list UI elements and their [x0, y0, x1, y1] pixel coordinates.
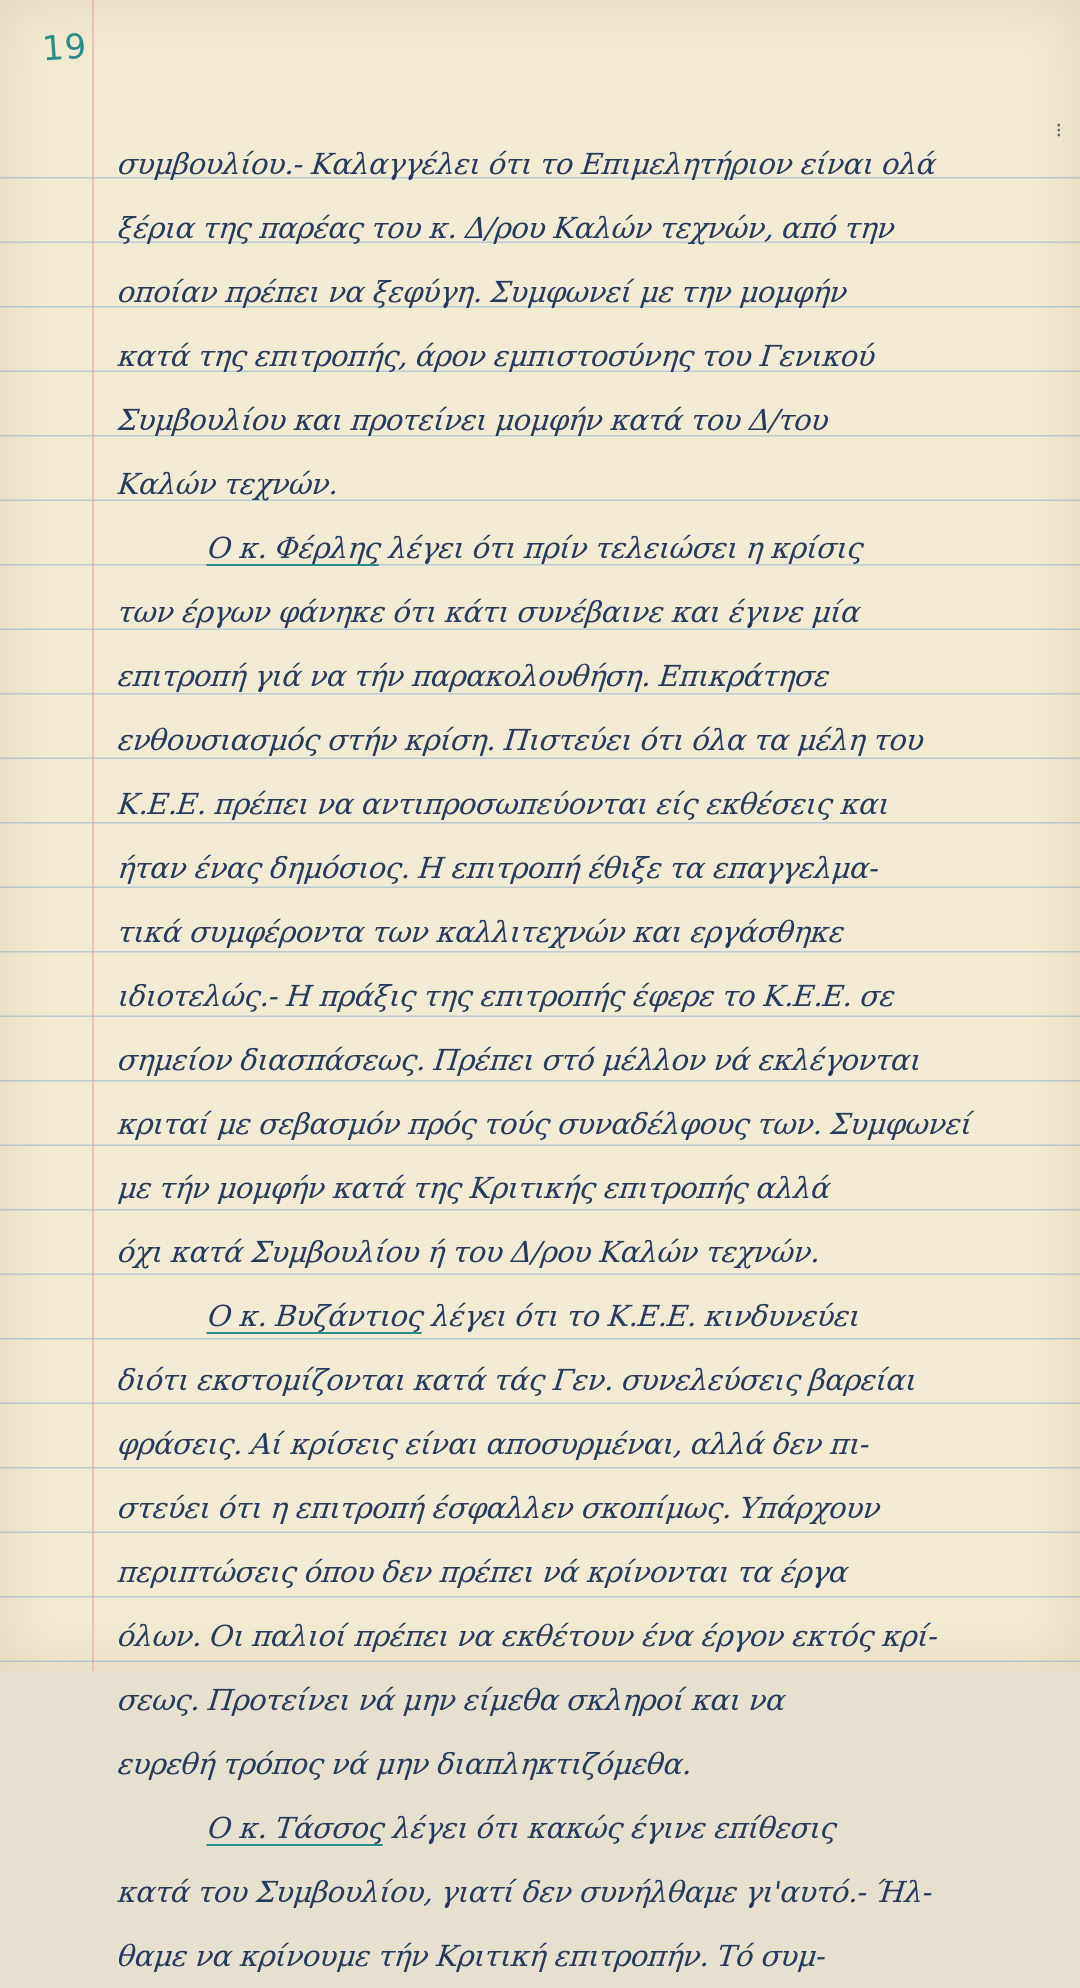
- handwritten-line: συμβουλίου.- Καλαγγέλει ότι το Επιμελητήριον είναι ολά: [116, 147, 938, 181]
- line-remainder: λέγει ότι το Κ.Ε.Ε. κινδυνεύει: [421, 1299, 862, 1333]
- handwritten-line: ενθουσιασμός στήν κρίση. Πιστεύει ότι όλα τα μέλη του: [116, 723, 926, 757]
- handwritten-line: με τήν μομφήν κατά της Κριτικής επιτροπής αλλά: [116, 1171, 833, 1205]
- handwritten-line: ξέρια της παρέας του κ. Δ/ρου Καλών τεχνών, από την: [116, 211, 897, 245]
- handwritten-line: [115, 1796, 1042, 1860]
- handwritten-line: ιδιοτελώς.- Η πράξις της επιτροπής έφερε το Κ.Ε.Ε. σε: [116, 979, 897, 1013]
- handwritten-line: κριταί με σεβασμόν πρός τούς συναδέλφους των. Συμφωνεί: [116, 1107, 974, 1141]
- handwritten-line: φράσεις. Αί κρίσεις είναι αποσυρμέναι, αλλά δεν πι-: [116, 1427, 872, 1461]
- handwritten-line: κατά του Συμβουλίου, γιατί δεν συνήλθαμε γι'αυτό.- Ήλ-: [116, 1875, 934, 1909]
- handwritten-line: κατά της επιτροπής, άρον εμπιστοσύνης του Γενικού: [116, 339, 877, 373]
- handwritten-line: όχι κατά Συμβουλίου ή του Δ/ρου Καλών τεχνών.: [116, 1235, 822, 1269]
- handwritten-line: όλων. Οι παλιοί πρέπει να εκθέτουν ένα έργον εκτός κρί-: [116, 1619, 940, 1653]
- handwritten-line: διότι εκστομίζονται κατά τάς Γεν. συνελεύσεις βαρείαι: [116, 1363, 919, 1397]
- edge-mark: ⁝: [1055, 118, 1062, 142]
- line-remainder: λέγει ότι πρίν τελειώσει η κρίσις: [378, 531, 866, 565]
- handwritten-text-block: [115, 132, 1035, 1988]
- handwritten-line: των έργων φάνηκε ότι κάτι συνέβαινε και έγινε μία: [116, 595, 863, 629]
- handwritten-line: περιπτώσεις όπου δεν πρέπει νά κρίνονται τα έργα: [116, 1555, 851, 1589]
- speaker-name: Ο κ. Φέρλης: [206, 531, 383, 565]
- handwritten-line: Κ.Ε.Ε. πρέπει να αντιπροσωπεύονται είς εκθέσεις και: [116, 787, 892, 821]
- handwritten-line: ευρεθή τρόπος νά μην διαπληκτιζόμεθα.: [116, 1747, 694, 1781]
- handwritten-line: στεύει ότι η επιτροπή έσφαλλεν σκοπίμως. Υπάρχουν: [116, 1491, 883, 1525]
- line-remainder: λέγει ότι κακώς έγινε επίθεσις: [382, 1811, 839, 1845]
- handwritten-line: Συμβουλίου και προτείνει μομφήν κατά του Δ/του: [116, 403, 831, 437]
- speaker-name: Ο κ. Τάσσος: [206, 1811, 387, 1845]
- handwritten-line: οποίαν πρέπει να ξεφύγη. Συμφωνεί με την μομφήν: [116, 275, 849, 309]
- margin-line: [92, 0, 94, 1671]
- handwritten-line: ήταν ένας δημόσιος. Η επιτροπή έθιξε τα επαγγελμα-: [116, 851, 881, 885]
- handwritten-line: σεως. Προτείνει νά μην είμεθα σκληροί και να: [116, 1683, 788, 1717]
- speaker-name: Ο κ. Βυζάντιος: [206, 1299, 426, 1333]
- page-number: 19: [40, 26, 89, 70]
- handwritten-line: [115, 1284, 1042, 1348]
- handwritten-line: Καλών τεχνών.: [116, 467, 340, 501]
- handwritten-line: επιτροπή γιά να τήν παρακολουθήση. Επικράτησε: [116, 659, 832, 693]
- handwritten-line: θαμε να κρίνουμε τήν Κριτική επιτροπήν. Τό συμ-: [116, 1939, 828, 1973]
- handwritten-line: σημείον διασπάσεως. Πρέπει στό μέλλον νά εκλέγονται: [116, 1043, 923, 1077]
- handwritten-line: τικά συμφέροντα των καλλιτεχνών και εργάσθηκε: [116, 915, 847, 949]
- handwritten-line: [115, 516, 1042, 580]
